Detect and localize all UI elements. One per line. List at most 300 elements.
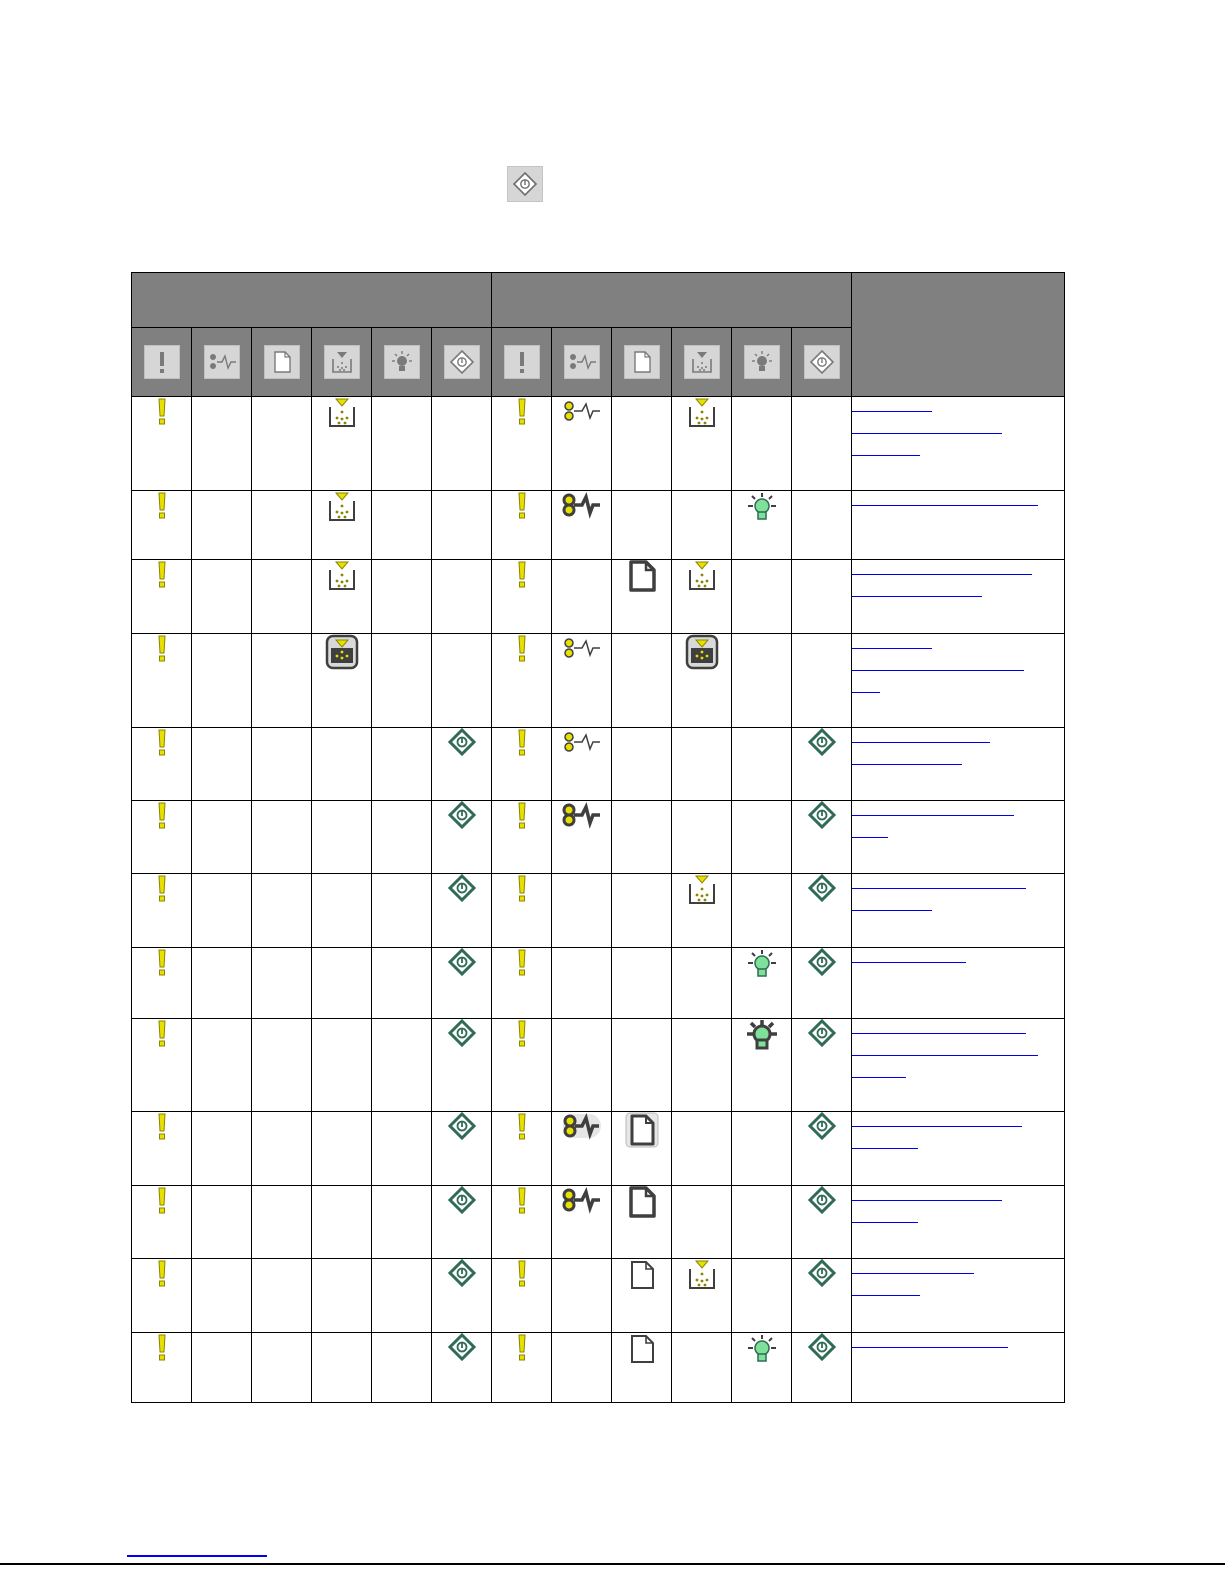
table-cell — [792, 560, 852, 634]
table-cell — [552, 560, 612, 634]
action-header — [852, 273, 1065, 397]
table-cell — [372, 1112, 432, 1186]
table-row — [132, 1259, 1065, 1333]
table-cell — [312, 948, 372, 1019]
column-header-6 — [432, 328, 492, 397]
secondary-light-sequence-header — [492, 273, 852, 328]
table-cell — [132, 397, 192, 491]
attention-icon — [132, 1186, 191, 1216]
table-cell — [312, 1112, 372, 1186]
table-cell — [312, 1019, 372, 1112]
toner-icon — [312, 491, 371, 523]
power-icon — [804, 345, 840, 379]
power-icon — [792, 801, 851, 829]
table-cell — [552, 1019, 612, 1112]
sleep-icon — [552, 728, 611, 756]
action-link[interactable] — [852, 1063, 906, 1078]
table-cell — [552, 1186, 612, 1259]
table-cell — [252, 1333, 312, 1403]
table-cell — [612, 1019, 672, 1112]
action-link[interactable] — [852, 560, 1032, 575]
column-header-3 — [252, 328, 312, 397]
action-link[interactable] — [852, 397, 932, 412]
action-link[interactable] — [852, 419, 1002, 434]
power-icon — [507, 166, 543, 202]
power-icon — [792, 1112, 851, 1140]
table-row — [132, 1112, 1065, 1186]
action-cell — [852, 728, 1065, 801]
table-cell — [372, 491, 432, 560]
table-cell — [792, 491, 852, 560]
attention-icon — [492, 1019, 551, 1049]
action-link[interactable] — [852, 1208, 918, 1223]
attention-icon — [132, 397, 191, 427]
table-cell — [252, 874, 312, 948]
action-link[interactable] — [852, 1186, 1002, 1201]
attention-icon — [492, 397, 551, 427]
table-cell — [672, 1186, 732, 1259]
table-cell — [612, 874, 672, 948]
primary-light-sequence-header — [132, 273, 492, 328]
table-cell — [552, 491, 612, 560]
table-cell — [192, 948, 252, 1019]
table-cell — [612, 1112, 672, 1186]
light-icon — [744, 345, 780, 379]
table-cell — [492, 1112, 552, 1186]
table-cell — [372, 1019, 432, 1112]
action-link[interactable] — [852, 1281, 920, 1296]
power-icon — [792, 874, 851, 902]
table-cell — [732, 397, 792, 491]
table-cell — [132, 491, 192, 560]
paper-outline-icon — [612, 1112, 671, 1148]
table-cell — [312, 634, 372, 728]
table-cell — [792, 801, 852, 874]
power-icon — [432, 801, 491, 829]
action-cell — [852, 1112, 1065, 1186]
power-icon — [792, 1333, 851, 1361]
action-link[interactable] — [852, 678, 880, 693]
table-cell — [192, 1019, 252, 1112]
table-cell — [492, 1186, 552, 1259]
table-cell — [432, 560, 492, 634]
table-cell — [312, 1186, 372, 1259]
attention-icon — [132, 634, 191, 664]
table-cell — [252, 728, 312, 801]
table-cell — [672, 1259, 732, 1333]
table-cell — [192, 1259, 252, 1333]
table-cell — [252, 397, 312, 491]
table-cell — [672, 948, 732, 1019]
toner-bold-icon — [312, 634, 371, 670]
attention-icon — [492, 634, 551, 664]
table-cell — [492, 801, 552, 874]
table-cell — [612, 491, 672, 560]
action-link[interactable] — [852, 948, 966, 963]
column-header-1 — [132, 328, 192, 397]
toner-icon — [672, 560, 731, 592]
table-cell — [432, 1112, 492, 1186]
table-cell — [132, 1186, 192, 1259]
table-cell — [312, 1333, 372, 1403]
table-cell — [432, 728, 492, 801]
table-cell — [672, 874, 732, 948]
paper-bold-icon — [612, 1186, 671, 1218]
action-link[interactable] — [852, 656, 1024, 671]
table-cell — [372, 1186, 432, 1259]
action-link[interactable] — [852, 582, 982, 597]
column-header-11 — [732, 328, 792, 397]
action-link[interactable] — [852, 1259, 974, 1274]
action-cell — [852, 1259, 1065, 1333]
table-cell — [552, 1259, 612, 1333]
power-icon — [792, 1019, 851, 1047]
table-cell — [312, 1259, 372, 1333]
attention-icon — [492, 801, 551, 831]
table-cell — [732, 491, 792, 560]
attention-icon — [492, 491, 551, 521]
action-cell — [852, 948, 1065, 1019]
table-cell — [372, 1333, 432, 1403]
table-cell — [492, 874, 552, 948]
column-header-9 — [612, 328, 672, 397]
table-cell — [732, 1259, 792, 1333]
action-cell — [852, 801, 1065, 874]
table-cell — [252, 1186, 312, 1259]
action-link[interactable] — [852, 441, 920, 456]
table-cell — [252, 801, 312, 874]
table-cell — [372, 560, 432, 634]
table-row — [132, 1186, 1065, 1259]
table-cell — [132, 1259, 192, 1333]
table-cell — [432, 491, 492, 560]
action-link[interactable] — [852, 728, 990, 743]
table-cell — [552, 1112, 612, 1186]
table-cell — [792, 397, 852, 491]
table-cell — [132, 1333, 192, 1403]
attention-icon — [132, 874, 191, 904]
action-link[interactable] — [852, 1112, 1022, 1127]
attention-icon — [492, 728, 551, 758]
table-cell — [552, 801, 612, 874]
paper-icon — [624, 345, 660, 379]
table-row — [132, 1333, 1065, 1403]
table-cell — [432, 634, 492, 728]
toner-icon — [324, 345, 360, 379]
table-cell — [432, 1259, 492, 1333]
table-cell — [612, 801, 672, 874]
table-cell — [552, 397, 612, 491]
table-cell — [432, 1333, 492, 1403]
table-cell — [732, 634, 792, 728]
table-cell — [132, 728, 192, 801]
table-cell — [192, 634, 252, 728]
table-cell — [192, 728, 252, 801]
attention-icon — [132, 491, 191, 521]
table-cell — [192, 491, 252, 560]
toner-icon — [672, 1259, 731, 1291]
action-link[interactable] — [852, 1041, 1038, 1056]
table-cell — [672, 634, 732, 728]
paper-icon — [612, 1333, 671, 1365]
column-header-4 — [312, 328, 372, 397]
footer-link[interactable] — [127, 1555, 267, 1557]
status-table — [131, 272, 1065, 1403]
paper-bold-icon — [612, 560, 671, 592]
power-icon — [432, 874, 491, 902]
table-cell — [732, 948, 792, 1019]
attention-icon — [492, 874, 551, 904]
table-cell — [612, 948, 672, 1019]
table-cell — [492, 1259, 552, 1333]
table-row — [132, 560, 1065, 634]
power-icon — [432, 1186, 491, 1214]
table-cell — [372, 801, 432, 874]
action-cell — [852, 397, 1065, 491]
paper-icon — [612, 1259, 671, 1291]
table-cell — [492, 397, 552, 491]
table-cell — [192, 1186, 252, 1259]
attention-icon — [132, 801, 191, 831]
table-cell — [552, 1333, 612, 1403]
power-icon — [432, 1259, 491, 1287]
table-row — [132, 948, 1065, 1019]
table-cell — [792, 1259, 852, 1333]
table-cell — [192, 1112, 252, 1186]
action-link[interactable] — [852, 823, 888, 838]
action-link[interactable] — [852, 491, 1038, 506]
table-cell — [492, 634, 552, 728]
table-cell — [372, 1259, 432, 1333]
table-cell — [372, 948, 432, 1019]
attention-icon — [132, 1259, 191, 1289]
table-cell — [252, 634, 312, 728]
table-cell — [612, 634, 672, 728]
table-cell — [792, 874, 852, 948]
table-cell — [252, 560, 312, 634]
action-cell — [852, 560, 1065, 634]
light-icon — [732, 491, 791, 523]
action-link[interactable] — [852, 1134, 918, 1149]
table-cell — [612, 1259, 672, 1333]
column-header-12 — [792, 328, 852, 397]
column-header-5 — [372, 328, 432, 397]
table-cell — [132, 874, 192, 948]
table-cell — [792, 948, 852, 1019]
table-cell — [132, 634, 192, 728]
column-header-7 — [492, 328, 552, 397]
attention-icon — [492, 948, 551, 978]
column-header-10 — [672, 328, 732, 397]
paper-icon — [264, 345, 300, 379]
attention-icon — [492, 1112, 551, 1142]
table-row — [132, 397, 1065, 491]
table-cell — [432, 1019, 492, 1112]
power-icon — [432, 948, 491, 976]
table-cell — [132, 560, 192, 634]
attention-icon — [132, 1019, 191, 1049]
table-cell — [792, 728, 852, 801]
table-cell — [252, 1259, 312, 1333]
table-cell — [312, 801, 372, 874]
table-cell — [732, 728, 792, 801]
toner-icon — [312, 560, 371, 592]
table-cell — [732, 1112, 792, 1186]
action-link[interactable] — [852, 750, 962, 765]
toner-icon — [312, 397, 371, 429]
column-header-2 — [192, 328, 252, 397]
sleep-icon — [204, 345, 240, 379]
attention-icon — [492, 1259, 551, 1289]
action-cell — [852, 634, 1065, 728]
action-cell — [852, 874, 1065, 948]
toner-bold-icon — [672, 634, 731, 670]
power-icon — [792, 728, 851, 756]
table-row — [132, 634, 1065, 728]
power-icon — [792, 1186, 851, 1214]
table-cell — [432, 801, 492, 874]
table-cell — [792, 1019, 852, 1112]
table-cell — [252, 491, 312, 560]
table-cell — [792, 1333, 852, 1403]
table-cell — [672, 801, 732, 874]
action-link[interactable] — [852, 896, 932, 911]
power-icon — [432, 1112, 491, 1140]
power-icon — [432, 1019, 491, 1047]
action-link[interactable] — [852, 634, 932, 649]
table-cell — [132, 1019, 192, 1112]
attention-icon — [492, 1186, 551, 1216]
attention-icon — [132, 948, 191, 978]
table-cell — [552, 948, 612, 1019]
sleep-icon — [552, 397, 611, 425]
attention-icon — [132, 728, 191, 758]
table-row — [132, 728, 1065, 801]
table-cell — [252, 1112, 312, 1186]
table-cell — [672, 560, 732, 634]
sleep-outline-icon — [552, 1112, 611, 1140]
action-link[interactable] — [852, 801, 1014, 816]
footer-rule — [0, 1563, 1225, 1565]
table-cell — [672, 1019, 732, 1112]
table-cell — [732, 560, 792, 634]
table-cell — [192, 874, 252, 948]
table-cell — [312, 874, 372, 948]
table-row — [132, 874, 1065, 948]
table-cell — [492, 1019, 552, 1112]
power-icon — [432, 728, 491, 756]
column-header-8 — [552, 328, 612, 397]
table-cell — [792, 1112, 852, 1186]
attention-icon — [132, 1112, 191, 1142]
action-cell — [852, 1019, 1065, 1112]
table-cell — [192, 1333, 252, 1403]
table-cell — [372, 874, 432, 948]
action-link[interactable] — [852, 1019, 1026, 1034]
attention-icon — [504, 345, 540, 379]
table-cell — [192, 801, 252, 874]
table-cell — [672, 397, 732, 491]
toner-icon — [672, 874, 731, 906]
table-cell — [732, 801, 792, 874]
table-cell — [612, 728, 672, 801]
power-icon — [792, 948, 851, 976]
sleep-icon — [552, 634, 611, 662]
attention-icon — [132, 1333, 191, 1363]
table-cell — [792, 1186, 852, 1259]
table-cell — [252, 1019, 312, 1112]
sleep-bold-icon — [552, 1186, 611, 1214]
table-cell — [432, 948, 492, 1019]
table-cell — [192, 560, 252, 634]
table-row — [132, 1019, 1065, 1112]
table-cell — [792, 634, 852, 728]
table-cell — [432, 874, 492, 948]
table-cell — [132, 801, 192, 874]
power-icon — [444, 345, 480, 379]
light-bold-icon — [732, 1019, 791, 1051]
toner-icon — [672, 397, 731, 429]
table-cell — [492, 1333, 552, 1403]
sleep-icon — [564, 345, 600, 379]
table-cell — [132, 948, 192, 1019]
table-cell — [312, 728, 372, 801]
table-cell — [732, 874, 792, 948]
table-cell — [672, 1112, 732, 1186]
table-cell — [732, 1333, 792, 1403]
action-link[interactable] — [852, 1333, 1008, 1348]
table-cell — [492, 491, 552, 560]
action-cell — [852, 1333, 1065, 1403]
table-cell — [672, 491, 732, 560]
table-cell — [552, 874, 612, 948]
table-cell — [132, 1112, 192, 1186]
table-cell — [192, 397, 252, 491]
light-icon — [732, 948, 791, 980]
table-cell — [552, 728, 612, 801]
attention-icon — [132, 560, 191, 590]
attention-icon — [144, 345, 180, 379]
table-cell — [312, 397, 372, 491]
table-cell — [372, 728, 432, 801]
table-cell — [492, 728, 552, 801]
table-cell — [312, 491, 372, 560]
table-row — [132, 801, 1065, 874]
attention-icon — [492, 560, 551, 590]
sleep-bold-icon — [552, 801, 611, 829]
table-cell — [612, 1333, 672, 1403]
table-cell — [552, 634, 612, 728]
light-icon — [732, 1333, 791, 1365]
table-cell — [372, 397, 432, 491]
action-link[interactable] — [852, 874, 1026, 889]
table-cell — [612, 397, 672, 491]
table-cell — [432, 1186, 492, 1259]
table-cell — [252, 948, 312, 1019]
table-cell — [612, 1186, 672, 1259]
power-icon — [792, 1259, 851, 1287]
toner-icon — [684, 345, 720, 379]
action-cell — [852, 491, 1065, 560]
table-cell — [612, 560, 672, 634]
table-cell — [492, 560, 552, 634]
light-icon — [384, 345, 420, 379]
table-cell — [432, 397, 492, 491]
power-icon — [432, 1333, 491, 1361]
sleep-bold-icon — [552, 491, 611, 519]
action-cell — [852, 1186, 1065, 1259]
table-cell — [492, 948, 552, 1019]
